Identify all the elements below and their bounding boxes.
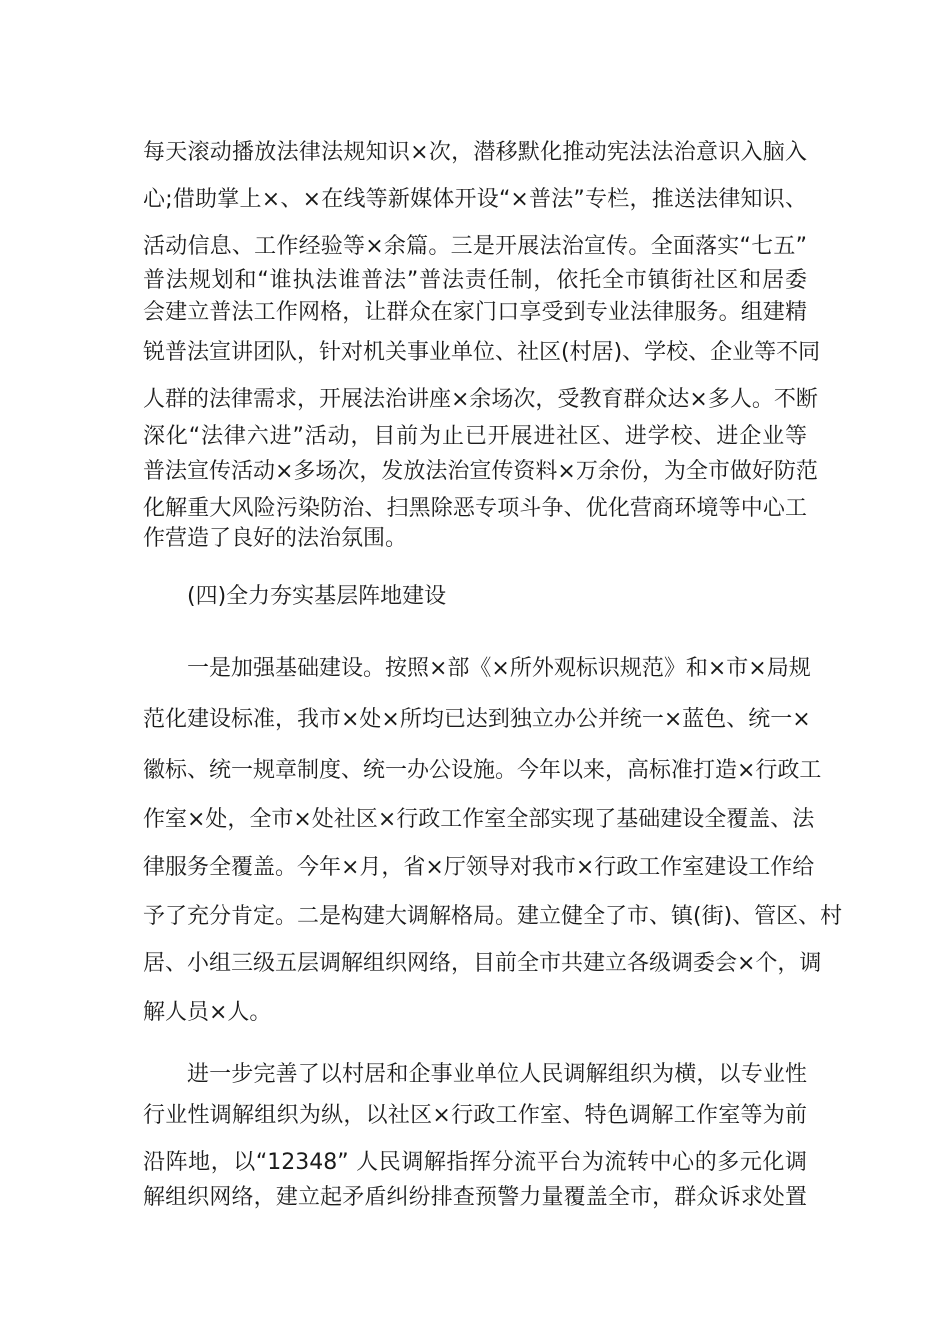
text-line: 范化建设标准，我市×处×所均已达到独立办公并统一×蓝色、统一× (143, 707, 811, 732)
text-line: 律服务全覆盖。今年×月，省×厅领导对我市×行政工作室建设工作给 (143, 855, 815, 880)
text-line: 解人员×人。 (143, 1000, 272, 1025)
text-line: 会建立普法工作网格，让群众在家门口享受到专业法律服务。组建精 (143, 300, 807, 325)
text-line: 锐普法宣讲团队，针对机关事业单位、社区(村居)、学校、企业等不同 (143, 340, 821, 365)
text-line: 化解重大风险污染防治、扫黑除恶专项斗争、优化营商环境等中心工 (143, 496, 807, 521)
text-line: 作室×处，全市×处社区×行政工作室全部实现了基础建设全覆盖、法 (143, 807, 815, 832)
text-line: 一是加强基础建设。按照×部《×所外观标识规范》和×市×局规 (187, 656, 811, 681)
text-line: 沿阵地，以“12348” 人民调解指挥分流平台为流转中心的多元化调 (143, 1150, 807, 1175)
text-line: 行业性调解组织为纵，以社区×行政工作室、特色调解工作室等为前 (143, 1103, 807, 1128)
text-line: 普法宣传活动×多场次，发放法治宣传资料×万余份，为全市做好防范 (143, 459, 818, 484)
text-line: 每天滚动播放法律法规知识×次，潜移默化推动宪法法治意识入脑入 (143, 140, 807, 165)
text-line: 徽标、统一规章制度、统一办公设施。今年以来，高标准打造×行政工 (143, 758, 822, 783)
text-line: 解组织网络，建立起矛盾纠纷排查预警力量覆盖全市，群众诉求处置 (143, 1185, 807, 1210)
text-line: 予了充分肯定。二是构建大调解格局。建立健全了市、镇(街)、管区、村 (143, 904, 843, 929)
text-line: 进一步完善了以村居和企事业单位人民调解组织为横，以专业性 (187, 1062, 807, 1087)
text-line: 普法规划和“谁执法谁普法”普法责任制，依托全市镇街社区和居委 (143, 268, 807, 293)
section-heading: (四)全力夯实基层阵地建设 (187, 584, 447, 609)
text-line: 居、小组三级五层调解组织网络，目前全市共建立各级调委会×个，调 (143, 951, 822, 976)
text-line: 人群的法律需求，开展法治讲座×余场次，受教育群众达×多人。不断 (143, 387, 818, 412)
text-line: 活动信息、工作经验等×余篇。三是开展法治宣传。全面落实“七五” (143, 234, 807, 259)
text-line: 心;借助掌上×、×在线等新媒体开设“×普法”专栏，推送法律知识、 (143, 187, 807, 212)
text-line: 作营造了良好的法治氛围。 (143, 526, 408, 551)
text-line: 深化“法律六进”活动，目前为止已开展进社区、进学校、进企业等 (143, 424, 807, 449)
